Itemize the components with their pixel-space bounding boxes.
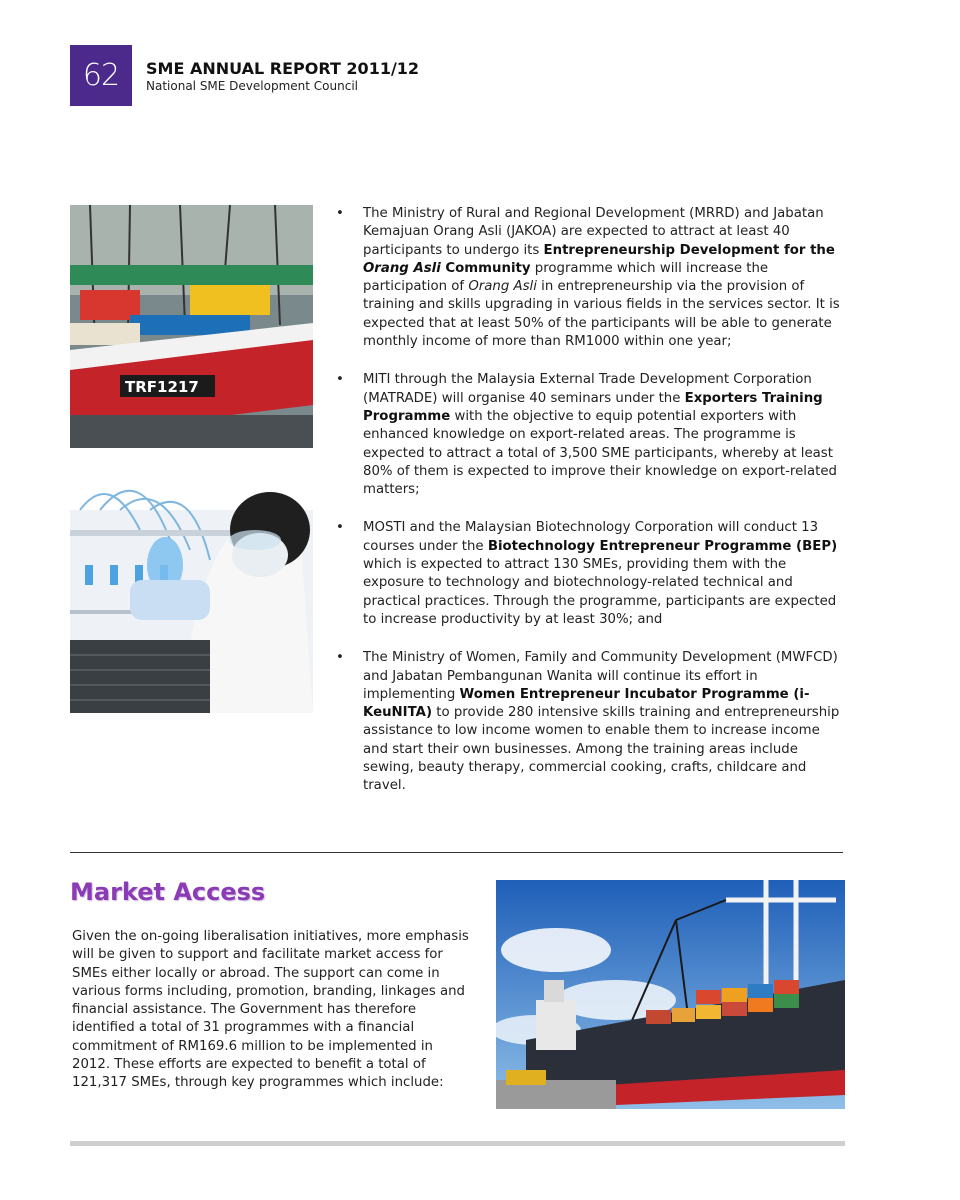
list-item: • MITI through the Malaysia External Trade Development Corporation (MATRADE) will organise 40 seminars under the Exporters Training Programme with the objective to equip potential exporters with enhanced knowledge on export-related areas. The programme is expected to attract a total of 3,500 SME participants, whereby at least 80% of them is expected to improve their knowledge on export-related matters; [336,371,848,499]
report-subtitle: National SME Development Council [146,79,358,93]
boat-registration-text: TRF1217 [125,378,199,396]
list-item: • The Ministry of Rural and Regional Development (MRRD) and Jabatan Kemajuan Orang Asli (JAKOA) are expected to attract at least 40 participants to undergo its Entrepreneurship Development for the Orang Asli Community programme which will increase the participation of Orang Asli in entrepreneurship via the provision of training and skills upgrading in various fields in the services sector. It is expected that at least 50% of the participants will be able to generate monthly income of more than RM1000 within one year; [336,205,848,351]
section-heading: Market Access [70,878,266,906]
page-number-badge [70,45,132,106]
programme-list [336,205,848,816]
page-number: 62 [82,58,120,93]
section-divider [70,852,843,853]
section-body-text: Given the on-going liberalisation initiatives, more emphasis will be given to support and facilitate market access for SMEs either locally or abroad. The support can come in various forms including, promotion, branding, linkages and financial assistance. The Government has therefore identified a total of 31 programmes with a financial commitment of RM169.6 million to be implemented in 2012. These efforts are expected to benefit a total of 121,317 SMEs, through key programmes which include: [72,929,469,1091]
laboratory-scientist-photo [70,470,313,713]
fishing-boats-photo [70,205,313,448]
list-item: • MOSTI and the Malaysian Biotechnology Corporation will conduct 13 courses under the Biotechnology Entrepreneur Programme (BEP) which is expected to attract 130 SMEs, providing them with the exposure to technology and biotechnology-related technical and practical practices. Through the programme, participants are expected to increase productivity by at least 30%; and [336,519,848,629]
list-item: • The Ministry of Women, Family and Community Development (MWFCD) and Jabatan Pembangunan Wanita will continue its effort in implementing Women Entrepreneur Incubator Programme (i-KeuNITA) to provide 280 intensive skills training and entrepreneurship assistance to low income women to enable them to increase income and start their own businesses. Among the training areas include sewing, beauty therapy, commercial cooking, crafts, childcare and travel. [336,649,848,795]
footer-bar [70,1141,845,1146]
cargo-port-photo [496,880,845,1109]
report-title: SME ANNUAL REPORT 2011/12 [146,59,420,78]
